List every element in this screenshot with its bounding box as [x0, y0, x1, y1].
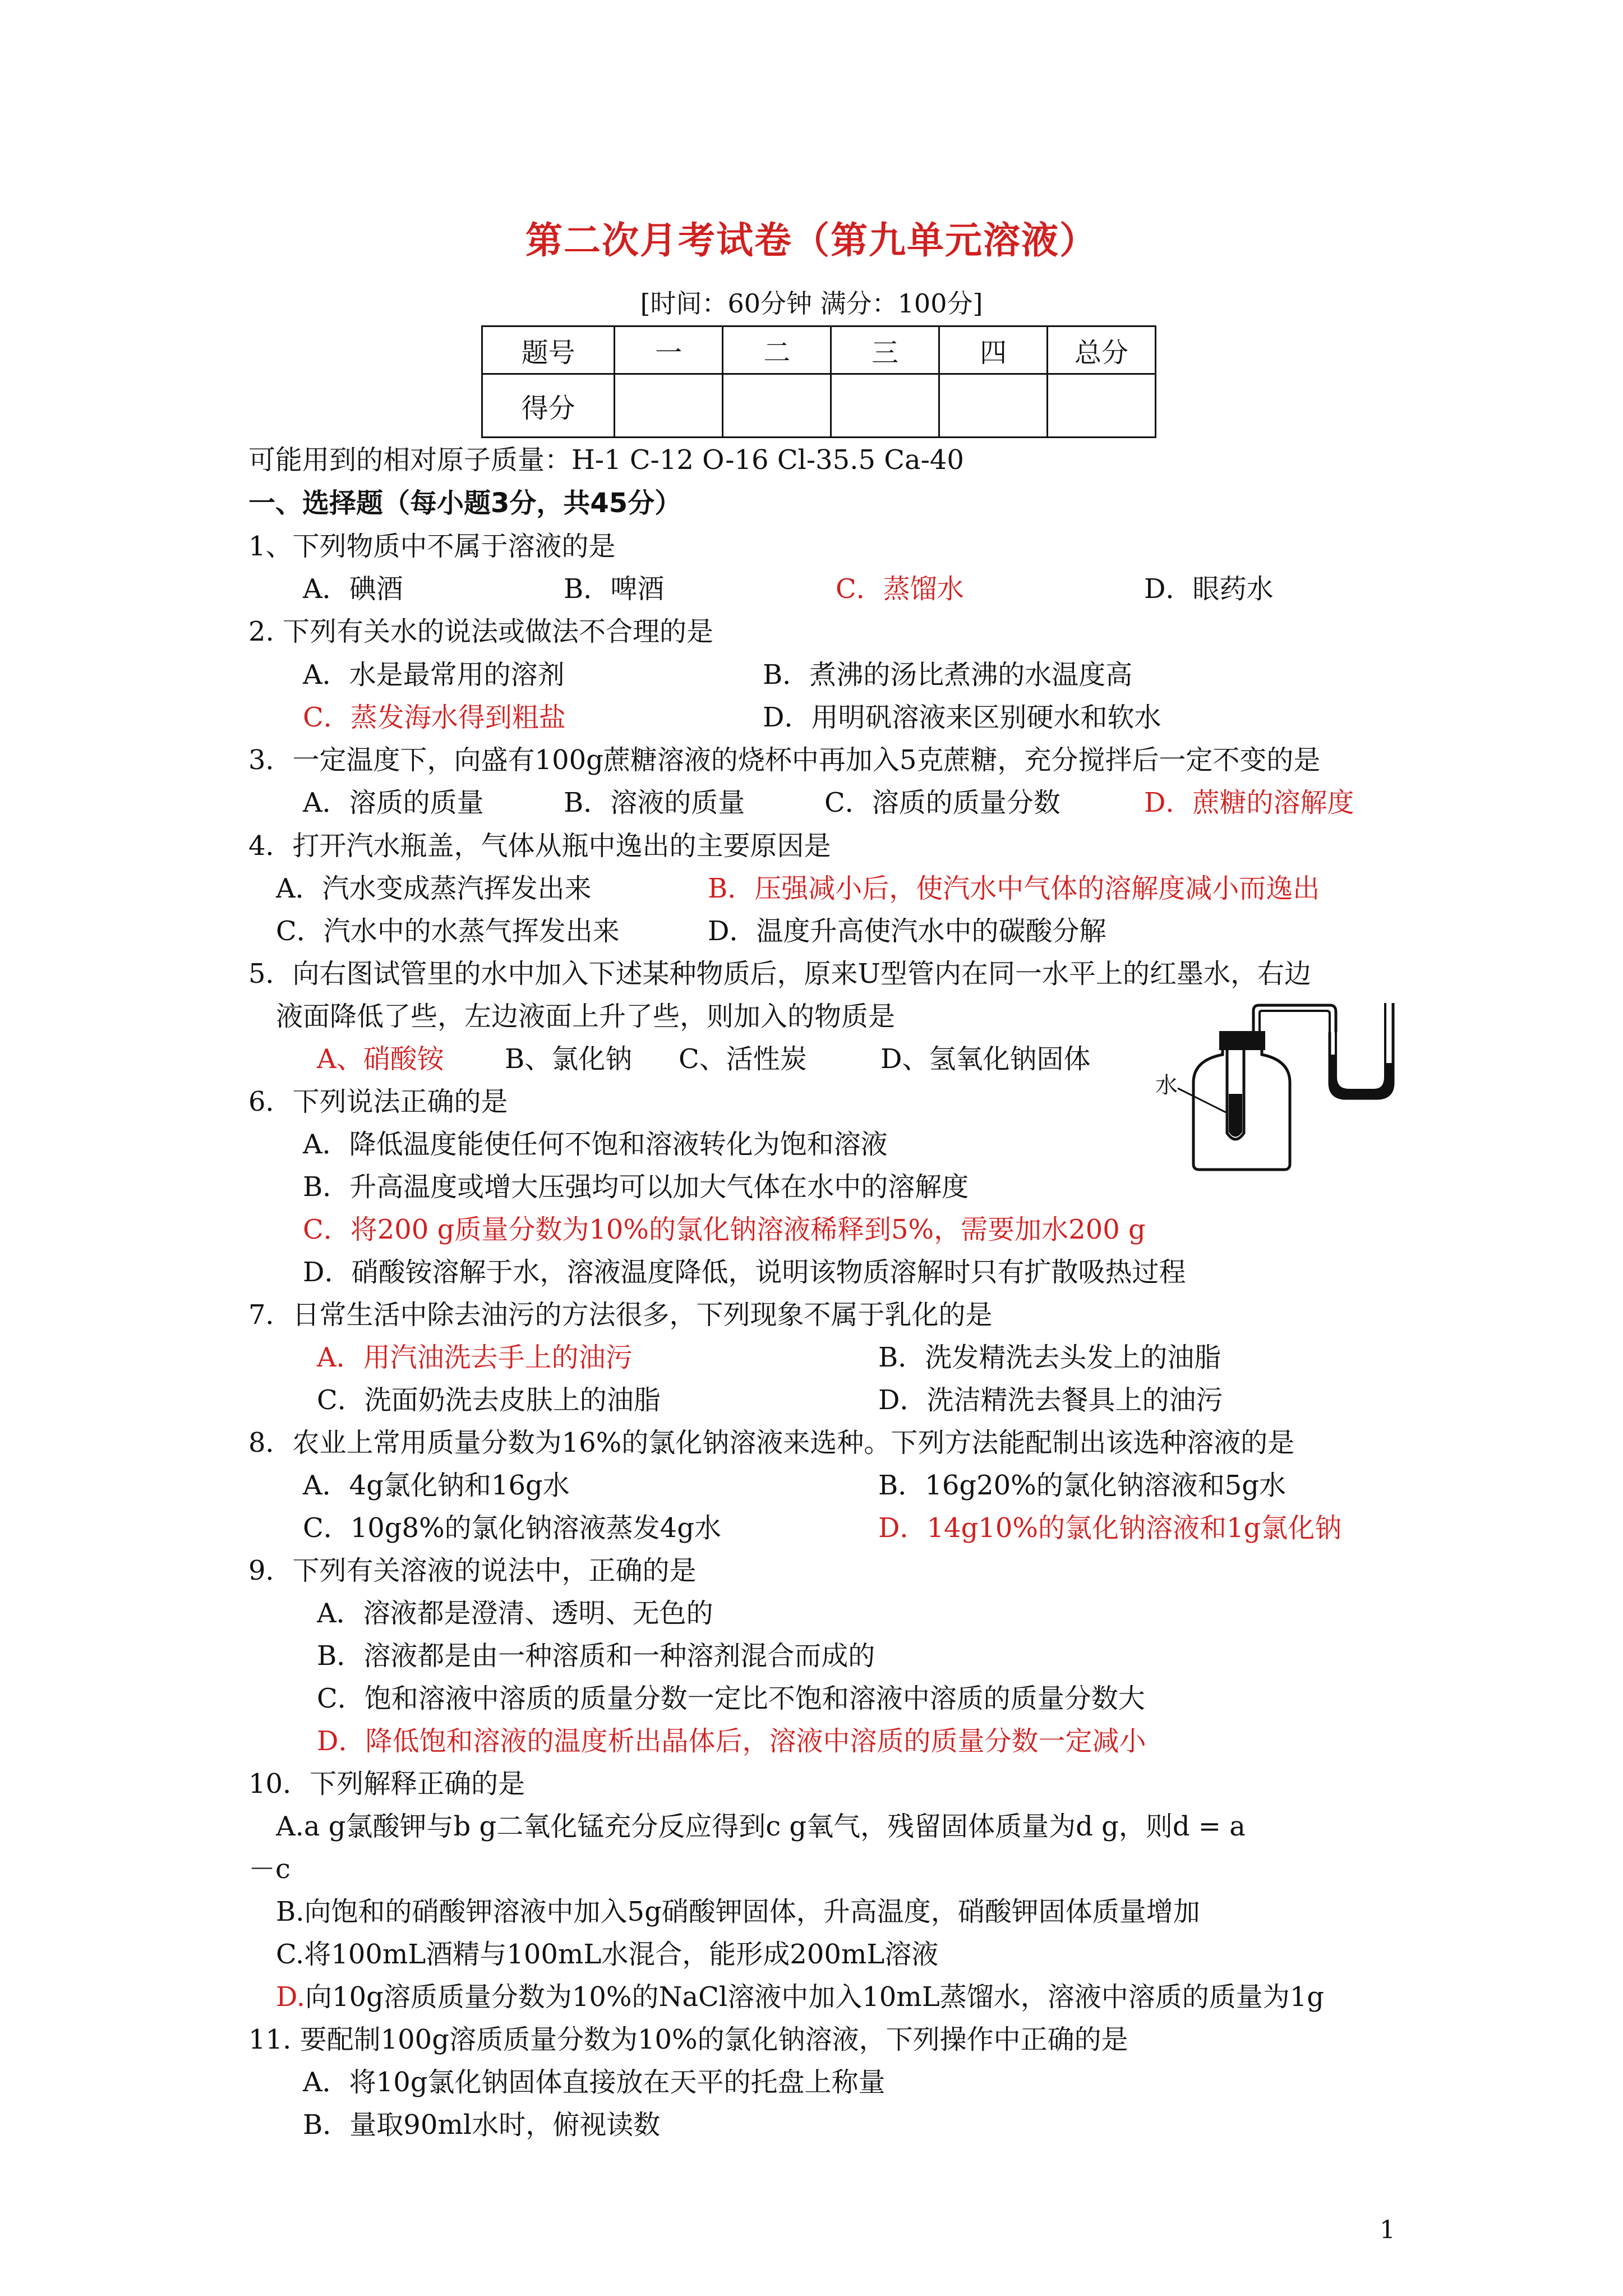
option: B、氯化钠 — [505, 1043, 633, 1075]
page-number: 1 — [1380, 2216, 1395, 2244]
option: C．溶质的质量分数 — [824, 787, 1061, 818]
score-cell — [615, 374, 723, 438]
option: D．温度升高使汽水中的碳酸分解 — [708, 915, 1106, 947]
option: A．将10g氯化钠固体直接放在天平的托盘上称量 — [303, 2067, 886, 2098]
score-cell — [939, 374, 1048, 438]
option: A．4g氯化钠和16g水 — [303, 1470, 570, 1501]
exam-time-score: [时间：60分钟 满分：100分] — [640, 288, 983, 319]
option: B．升高温度或增大压强均可以加大气体在水中的溶解度 — [303, 1171, 969, 1203]
score-table-header: 总分 — [1048, 326, 1156, 374]
option-answer: C．蒸馏水 — [836, 573, 964, 605]
option: A．降低温度能使任何不饱和溶液转化为饱和溶液 — [303, 1129, 888, 1160]
score-row-label: 得分 — [482, 374, 615, 438]
score-cell — [831, 374, 939, 438]
question-stem: 11. 要配制100g溶质质量分数为10%的氯化钠溶液，下列操作中正确的是 — [248, 2024, 1128, 2055]
u-tube-apparatus-figure — [1155, 999, 1402, 1178]
question-stem: 2. 下列有关水的说法或做法不合理的是 — [248, 616, 714, 647]
score-table-header: 题号 — [482, 326, 615, 374]
option-answer: A、硝酸铵 — [317, 1043, 444, 1075]
option-answer: C．将200 g质量分数为10%的氯化钠溶液稀释到5%，需要加水200 g — [303, 1214, 1146, 1245]
option: B．16g20%的氯化钠溶液和5g水 — [878, 1470, 1287, 1501]
option: C．10g8%的氯化钠溶液蒸发4g水 — [303, 1512, 721, 1544]
option: D．眼药水 — [1144, 573, 1274, 605]
option: B．溶液都是由一种溶质和一种溶剂混合而成的 — [317, 1640, 875, 1672]
option-answer: D．蔗糖的溶解度 — [1144, 787, 1354, 818]
option: B．啤酒 — [564, 573, 665, 605]
option-answer: D.向10g溶质质量分数为10%的NaCl溶液中加入10mL蒸馏水，溶液中溶质的质量为1g — [276, 1981, 1324, 2013]
option: D．硝酸铵溶解于水，溶液温度降低，说明该物质溶解时只有扩散吸热过程 — [303, 1257, 1186, 1288]
question-stem: 3．一定温度下，向盛有100g蔗糖溶液的烧杯中再加入5克蔗糖，充分搅拌后一定不变的是 — [248, 744, 1321, 776]
option: B.向饱和的硝酸钾溶液中加入5g硝酸钾固体，升高温度，硝酸钾固体质量增加 — [276, 1896, 1200, 1927]
option: B．洗发精洗去头发上的油脂 — [878, 1342, 1221, 1373]
option: C、活性炭 — [679, 1043, 807, 1075]
question-stem: 9．下列有关溶液的说法中，正确的是 — [248, 1555, 697, 1586]
atomic-masses: 可能用到的相对原子质量：H-1 C-12 O-16 Cl-35.5 Ca-40 — [248, 444, 964, 476]
option-answer: B．压强减小后，使汽水中气体的溶解度减小而逸出 — [708, 873, 1320, 904]
score-cell — [723, 374, 831, 438]
section-heading: 一、选择题（每小题3分，共45分） — [248, 487, 682, 519]
score-table-header: 四 — [939, 326, 1048, 374]
question-stem: 7．日常生活中除去油污的方法很多，下列现象不属于乳化的是 — [248, 1299, 993, 1331]
score-table-header: 三 — [831, 326, 939, 374]
option: B．煮沸的汤比煮沸的水温度高 — [763, 659, 1133, 691]
option: C.将100mL酒精与100mL水混合，能形成200mL溶液 — [276, 1939, 939, 1970]
option: A．碘酒 — [303, 573, 403, 605]
option: A．水是最常用的溶剂 — [303, 659, 565, 691]
option: B．溶液的质量 — [564, 787, 745, 818]
option-answer: D．降低饱和溶液的温度析出晶体后，溶液中溶质的质量分数一定减小 — [317, 1726, 1146, 1757]
option: B．量取90ml水时，俯视读数 — [303, 2109, 661, 2141]
option-answer: A．用汽油洗去手上的油污 — [317, 1342, 633, 1373]
option: D．洗洁精洗去餐具上的油污 — [878, 1384, 1223, 1416]
option: C．汽水中的水蒸气挥发出来 — [276, 915, 620, 947]
option: C．饱和溶液中溶质的质量分数一定比不饱和溶液中溶质的质量分数大 — [317, 1683, 1145, 1714]
option-continued: －c — [248, 1853, 291, 1885]
option-answer: D．14g10%的氯化钠溶液和1g氯化钠 — [878, 1512, 1342, 1544]
question-stem: 8．农业上常用质量分数为16%的氯化钠溶液来选种。下列方法能配制出该选种溶液的是 — [248, 1427, 1295, 1458]
question-stem: 1、下列物质中不属于溶液的是 — [248, 531, 616, 562]
option: D、氢氧化钠固体 — [880, 1043, 1091, 1075]
score-table-header: 二 — [723, 326, 831, 374]
option: A．溶液都是澄清、透明、无色的 — [317, 1598, 713, 1629]
option-answer: C．蒸发海水得到粗盐 — [303, 702, 566, 733]
score-table — [481, 325, 1156, 438]
option: A．溶质的质量 — [303, 787, 484, 818]
question-stem-continued: 液面降低了些，左边液面上升了些，则加入的物质是 — [276, 1001, 896, 1032]
option: C．洗面奶洗去皮肤上的油脂 — [317, 1384, 661, 1416]
option: A．汽水变成蒸汽挥发出来 — [276, 873, 592, 904]
question-stem: 6．下列说法正确的是 — [248, 1086, 508, 1117]
option: A.a g氯酸钾与b g二氧化锰充分反应得到c g氧气，残留固体质量为d g，则d = a — [276, 1811, 1246, 1842]
figure-water-label: 水 — [1155, 1073, 1178, 1098]
score-table-header: 一 — [615, 326, 723, 374]
question-stem: 4．打开汽水瓶盖，气体从瓶中逸出的主要原因是 — [248, 830, 831, 862]
score-cell — [1048, 374, 1156, 438]
question-stem: 10．下列解释正确的是 — [248, 1768, 525, 1800]
option: D．用明矾溶液来区别硬水和软水 — [763, 702, 1161, 733]
page-title: 第二次月考试卷（第九单元溶液） — [525, 219, 1098, 262]
question-stem: 5．向右图试管里的水中加入下述某种物质后，原来U型管内在同一水平上的红墨水，右边 — [248, 958, 1311, 990]
